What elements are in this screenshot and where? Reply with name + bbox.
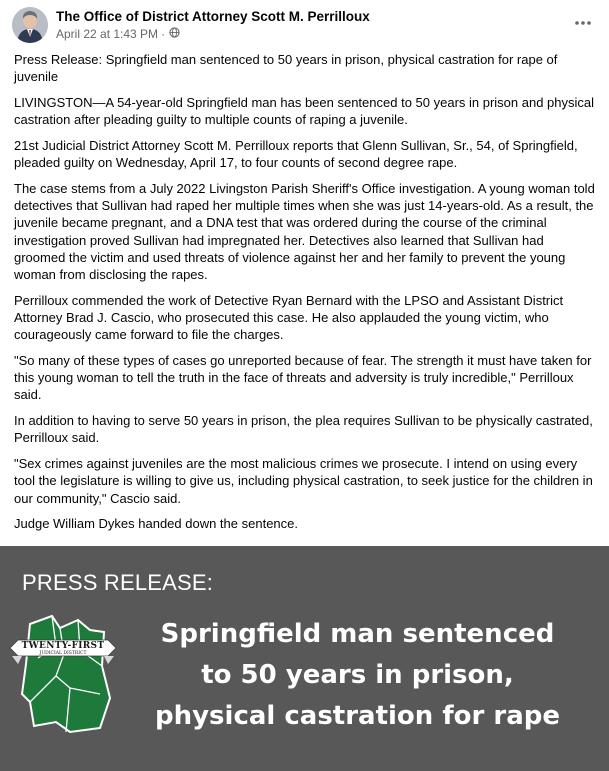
banner-label: PRESS RELEASE: (22, 570, 214, 595)
post-paragraph: 21st Judicial District Attorney Scott M. Perrilloux reports that Glenn Sullivan, Sr., 54, of Springfield, pleaded guilty on Wednesday, April 17, to four counts of second degree rape. (14, 138, 578, 171)
post-body (14, 51, 598, 541)
avatar-portrait (12, 7, 48, 43)
banner-headline-line: Springfield man sentenced (160, 619, 555, 649)
post-paragraph: "So many of these types of cases go unreported because of fear. The strength it must have taken for this young woman to tell the truth in the face of threats and adversity is truly incredible," Perrilloux said. (14, 353, 592, 403)
press-release-banner[interactable] (0, 546, 609, 771)
post-header (0, 0, 609, 50)
meta-separator: · (161, 27, 166, 41)
post-meta (56, 27, 180, 41)
post-paragraph: "Sex crimes against juveniles are the most malicious crimes we prosecute. I intend on using every tool the legislature is willing to give us, including physical castration, to seek justice for the children in our community," Cascio said. (14, 456, 593, 506)
district-logo (8, 606, 118, 736)
more-horizontal-icon (574, 13, 592, 31)
post-author[interactable]: The Office of District Attorney Scott M. Perrilloux (56, 9, 370, 24)
post-paragraph: In addition to having to serve 50 years in prison, the plea requires Sullivan to be physically castrated, Perrilloux said. (14, 413, 593, 446)
post-paragraph: The case stems from a July 2022 Livingston Parish Sheriff's Office investigation. A young woman told detectives that Sullivan had raped her multiple times when she was just 14-years-old. As a result, the juvenile became pregnant, and a DNA test that was ordered during the course of the criminal investigation proved Sullivan had impregnated her. Detectives also learned that Sullivan had groomed the victim and used threats of violence against her and her family to prevent the young woman from disclosing the rapes. (14, 181, 595, 283)
post-paragraph: Press Release: Springfield man sentenced to 50 years in prison, physical castration for rape of juvenile (14, 52, 558, 85)
banner-headline-line: to 50 years in prison, (201, 660, 514, 690)
avatar[interactable] (12, 7, 48, 43)
post-paragraph: Judge William Dykes handed down the sentence. (14, 516, 298, 532)
globe-icon (169, 27, 180, 41)
logo-subtitle: JUDICIAL DISTRICT (39, 651, 87, 656)
post-paragraph: Perrilloux commended the work of Detective Ryan Bernard with the LPSO and Assistant District Attorney Brad J. Cascio, who prosecuted this case. He also applauded the young victim, who courageously came forward to file the charges. (14, 292, 564, 343)
banner-headline (130, 614, 585, 737)
more-options-button[interactable] (571, 10, 595, 34)
post-timestamp[interactable]: April 22 at 1:43 PM (56, 27, 159, 41)
logo-title: TWENTY-FIRST (21, 641, 105, 651)
post-paragraph: LIVINGSTON—A 54-year-old Springfield man has been sentenced to 50 years in prison and physical castration after pleading guilty to multiple counts of raping a juvenile. (14, 95, 595, 128)
banner-headline-line: physical castration for rape (154, 701, 561, 731)
